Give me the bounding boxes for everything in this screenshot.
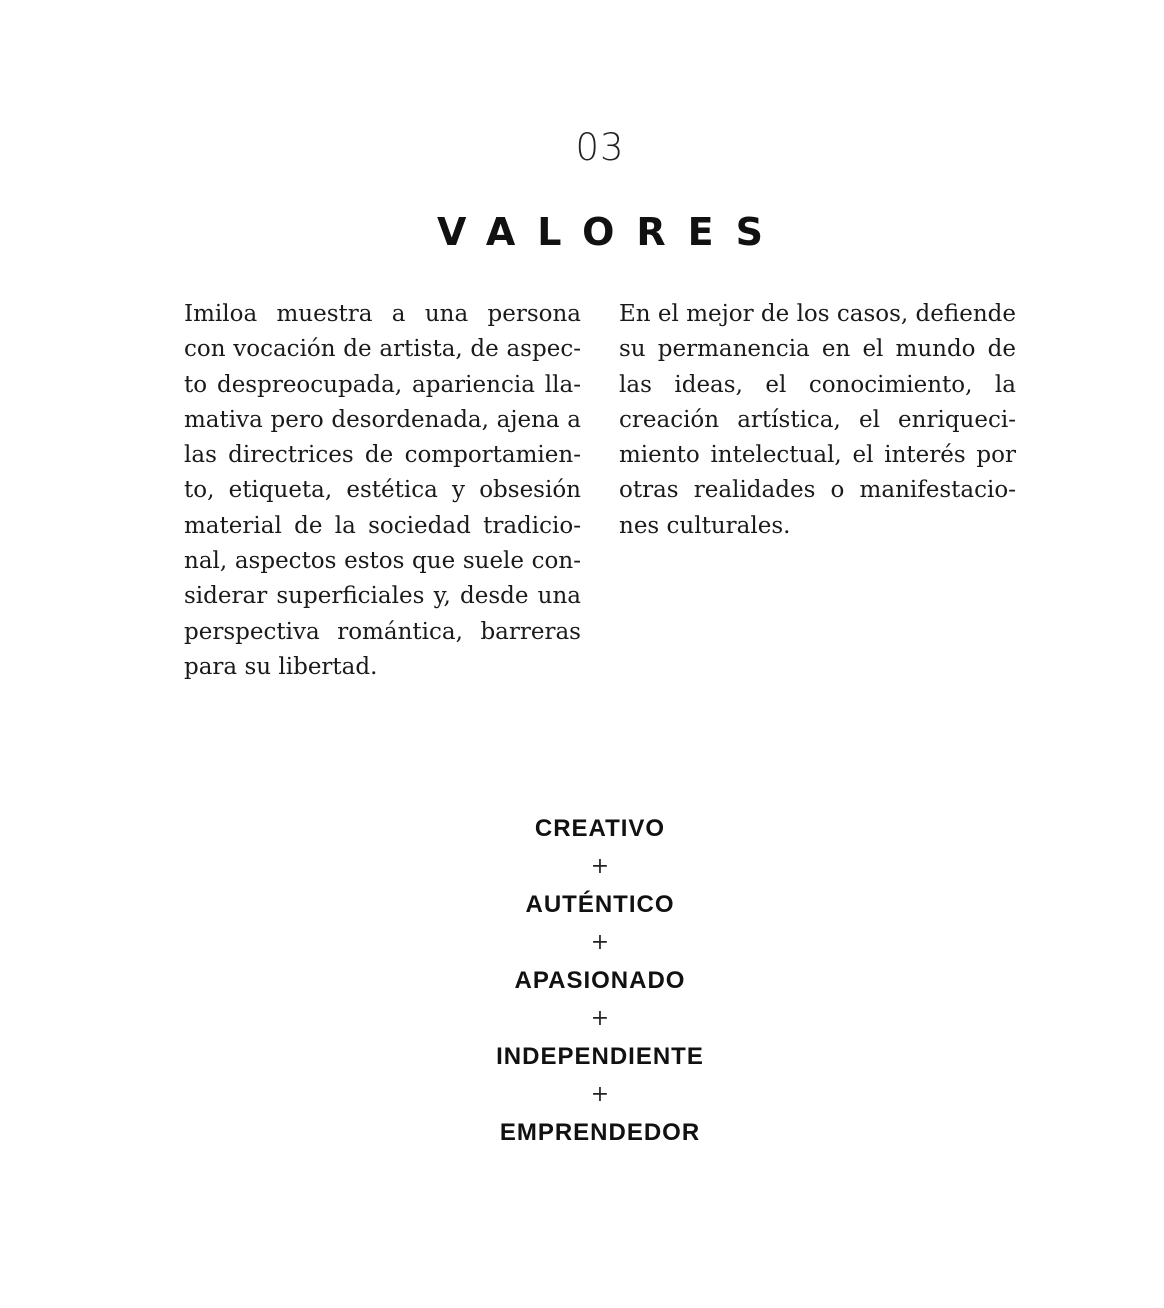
section-title: VALORES bbox=[437, 210, 785, 254]
value-independiente: INDEPENDIENTE bbox=[496, 1043, 704, 1070]
body-text-left-column: Imiloa muestra a una persona con vocación de artista, de aspecto despreocupada, apariencia llamativa pero desordenada, ajena a las directrices de comportamiento, etiqueta, estética y obsesión material de la sociedad tradicional, aspectos estos que suele considerar superficiales y, desde una perspectiva romántica, barreras para su libertad. bbox=[184, 301, 581, 680]
value-emprendedor: EMPRENDEDOR bbox=[499, 1119, 701, 1146]
value-creativo: CREATIVO bbox=[534, 815, 666, 842]
value-separator: + bbox=[590, 1006, 610, 1031]
value-separator: + bbox=[590, 1082, 610, 1107]
value-separator: + bbox=[590, 854, 610, 879]
value-autentico: AUTÉNTICO bbox=[525, 891, 675, 918]
value-apasionado: APASIONADO bbox=[514, 967, 686, 994]
body-text-right-column: En el mejor de los casos, defiende su permanencia en el mundo de las ideas, el conocimiento, la creación artística, el enriquecimiento intelectual, el interés por otras realidades o manifestaciones culturales. bbox=[619, 301, 1016, 539]
value-separator: + bbox=[590, 930, 610, 955]
section-number: 03 bbox=[575, 126, 625, 169]
values-list bbox=[0, 809, 1164, 1153]
